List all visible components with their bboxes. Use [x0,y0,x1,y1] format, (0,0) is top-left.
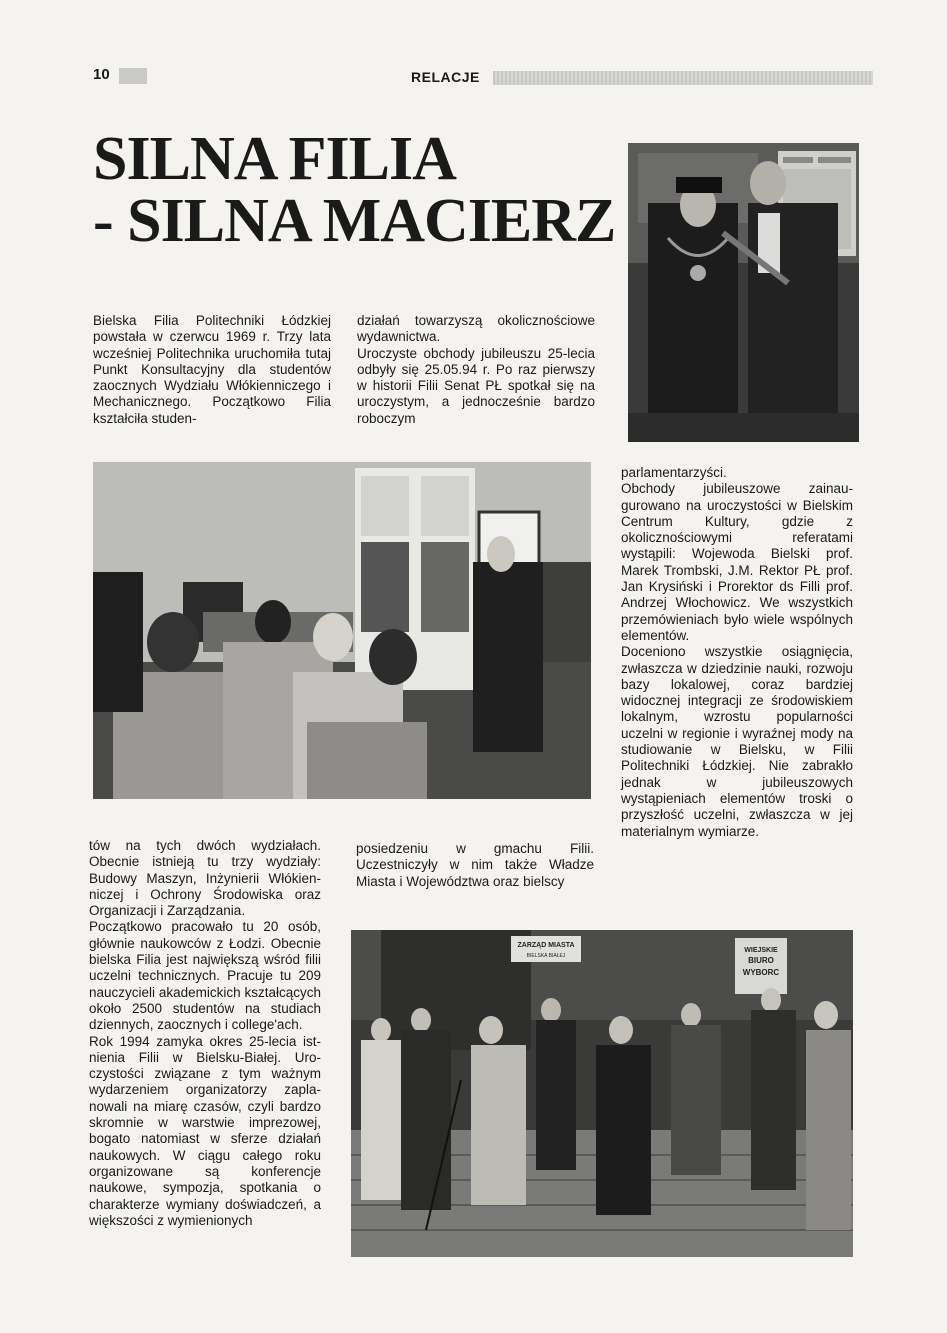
paragraph: tów na tych dwóch wydziałach. Obecnie istnieją tu trzy wydziały: Budowy Maszyn, Inżynierii Włókienniczej i Ochrony Środowiska oraz Organizacji i Zarządzania. [89,838,321,919]
paragraph: Obchody jubileuszowe zainaugurowano na uroczystości w Bielskim Centrum Kultury, gdzie z okolicznościowymi referatami wystąpili: Wojewoda Bielski prof. Marek Trombski, J.M. Rektor PŁ prof. Jan Krysiński i Prorektor ds Filli prof. Andrzej Włochowicz. We wszystkich przemówieniach było wiele wspólnych elementów. [621,481,853,643]
text-col1-bottom [89,838,321,1229]
sign-city-name: BIELSKA BIAŁEJ [526,953,566,959]
paragraph: Uroczyste obchody jubileuszu 25-lecia odbyły się 25.05.94 r. Po raz pierwszy w historii Filii Senat PŁ spotkał się na uroczystym, a jednocześnie bardzo roboczym [357,345,595,426]
paragraph: Doceniono wszystkie osiągnięcia, zwłaszcza w dziedzinie nauki, rozwoju bazy lokalowej, coraz bardziej widocznej integracji ze środowiskiem lokalnym, wzrostu popularności uczelni w regionie i wyraźnej mody na studiowanie w Bielsku, w Filii Politechniki Łódzkiej. Nie zabrakło jednak w jubileuszowych wystąpieniach elementów troski o przyszłość uczelni, zwłaszcza w jej materialnym wymiarze. [621,644,853,839]
header-rule [493,71,873,85]
sign-city-board: ZARZĄD MIASTA [517,942,575,949]
text-col1-top [93,313,331,427]
page-number-shade [119,68,147,84]
photo-ceremony-key [628,143,859,442]
sign-office-1: WIEJSKIE [744,947,778,954]
sign-office-3: WYBORC [742,968,780,977]
paragraph: posiedzeniu w gmachu Filii. Uczestniczyły w nim także Władze Miasta i Województwa oraz bielscy [356,841,594,889]
text-col2-top [357,313,595,427]
text-col3 [621,465,853,840]
article-title [93,125,616,255]
section-title: RELACJE [411,69,480,85]
sign-office-2: BIURO [748,956,774,965]
title-line-2: - SILNA MACIERZ [93,187,616,255]
title-line-1: SILNA FILIA [93,125,456,193]
paragraph: Rok 1994 zamyka okres 25-lecia istnienia Filii w Bielsku-Białej. Uroczystości związane z tym ważnym wydarzeniem organizatorzy zaplanowali na miarę czasów, czyli bardzo skromnie w warstwie imprezowej, bogato natomiast w sferze działań naukowych. W ciągu całego roku organizowane są konferencje naukowe, sympozja, spotkania o charakterze wymiany doświadczeń, a większości z wymienionych [89,1033,321,1228]
photo-lecture-hall [93,462,591,799]
paragraph: działań towarzyszą okolicznościowe wydawnictwa. [357,313,595,345]
paragraph: parlamentarzyści. [621,465,727,480]
paragraph: Bielska Filia Politechniki Łódzkiej powstała w czerwcu 1969 r. Trzy lata wcześniej Politechnika uruchomiła tutaj Punkt Konsultacyjny dla studentów zaocznych Wydziału Włókienniczego i Mechanicznego. Początkowo Filia kształciła studen- [93,313,331,426]
photo-crowd-steps [351,930,853,1257]
text-col2-bottom [356,841,594,890]
paragraph: Początkowo pracowało tu 20 osób, głównie naukowców z Łodzi. Obecnie bielska Filia jest największą wśród filii uczelni technicznych. Pracuje tu 209 nauczycieli akademickich kształcących około 2500 studentów na studiach dziennych, zaocznych i college'ach. [89,919,321,1033]
page-number: 10 [93,66,110,83]
